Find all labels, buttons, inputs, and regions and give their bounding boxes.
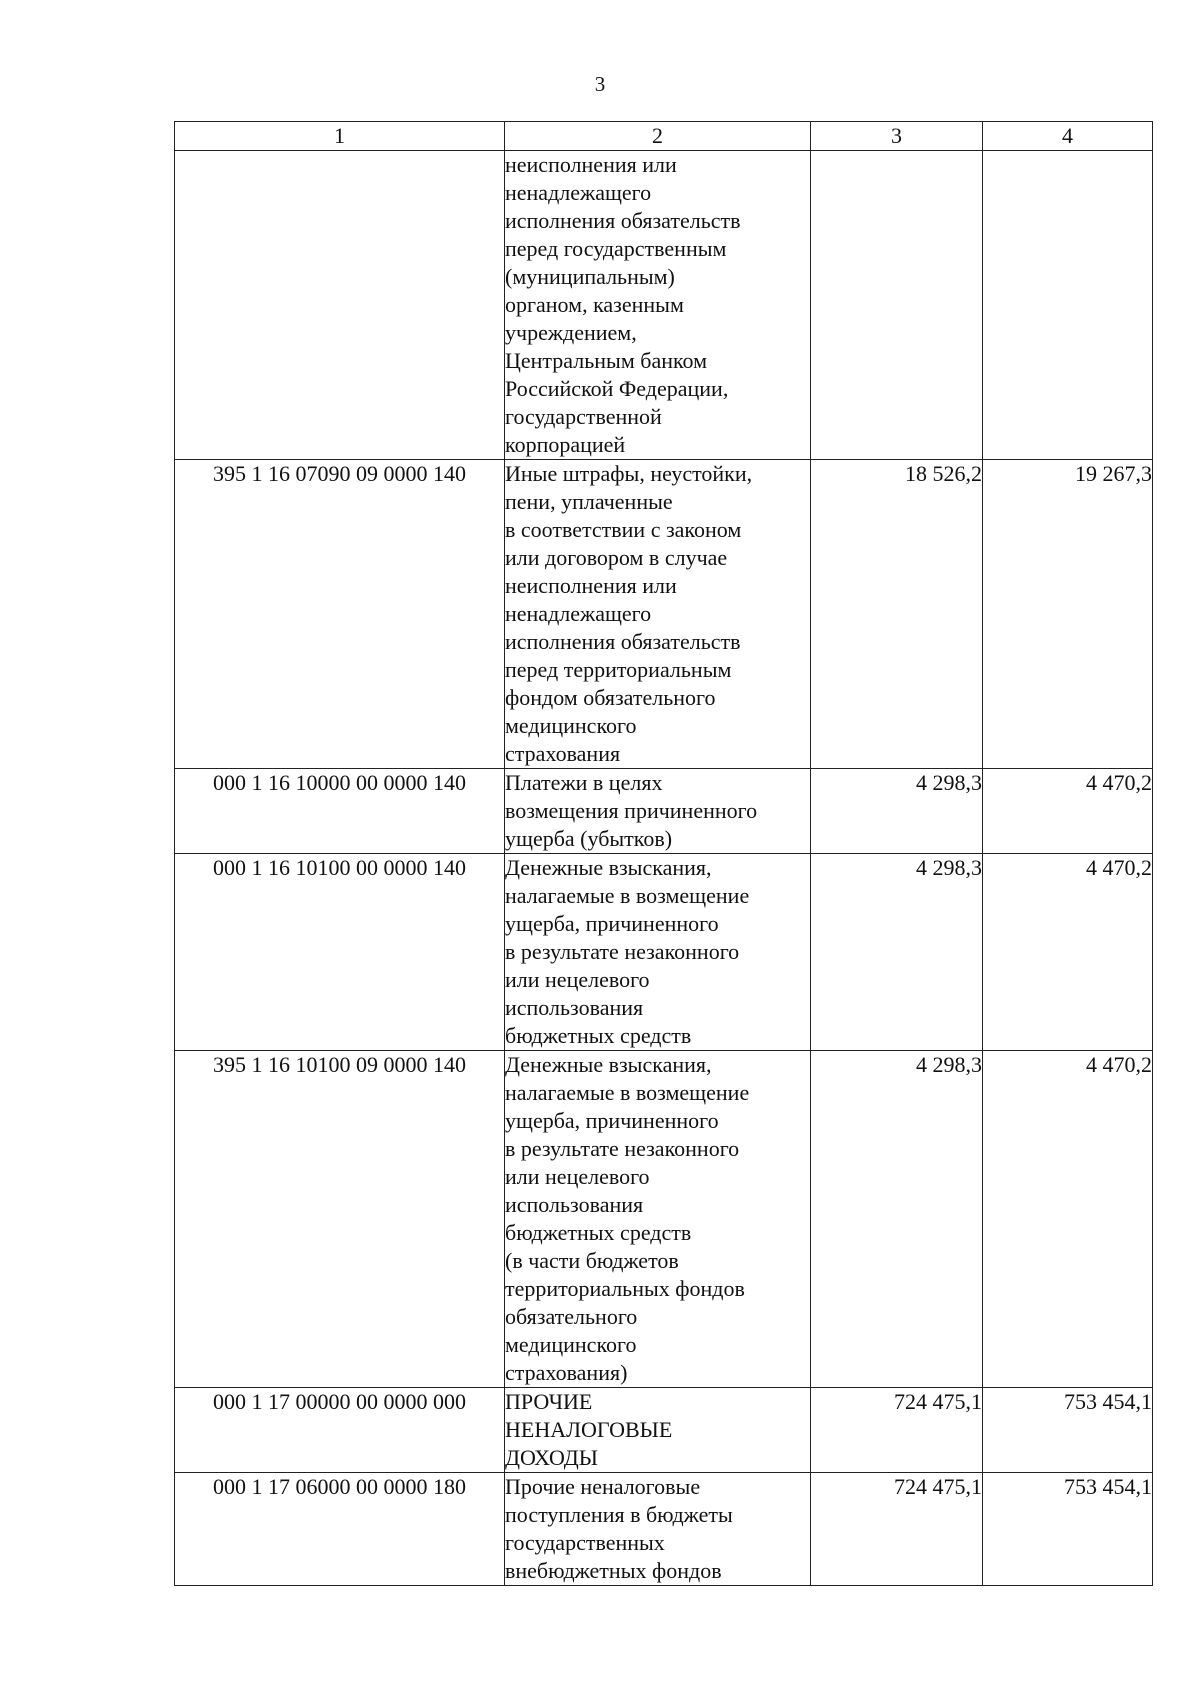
budget-code: 000 1 17 00000 00 0000 000 [175,1388,505,1473]
revenue-name-line: или нецелевого [505,1164,650,1189]
revenue-name-line: ненадлежащего [505,180,652,205]
revenue-name [505,854,811,1051]
revenue-table [174,121,1153,1586]
revenue-name-line: исполнения обязательств [505,208,741,233]
table-row [175,1051,1153,1388]
amount-column-3: 724 475,1 [811,1388,983,1473]
table-body [175,122,1153,1586]
revenue-name-line: обязательного [505,1304,638,1329]
revenue-name-line: корпорацией [505,432,626,457]
amount-column-4: 753 454,1 [983,1473,1153,1586]
revenue-name-line: Иные штрафы, неустойки, [505,461,753,486]
amount-column-4: 753 454,1 [983,1388,1153,1473]
revenue-name-line: (в части бюджетов [505,1248,679,1273]
revenue-name-line: бюджетных средств [505,1220,692,1245]
revenue-name-line: (муниципальным) [505,264,675,289]
revenue-name-line: или договором в случае [505,545,728,570]
revenue-name-line: бюджетных средств [505,1023,692,1048]
budget-code: 000 1 17 06000 00 0000 180 [175,1473,505,1586]
revenue-name-line: внебюджетных фондов [505,1558,722,1583]
amount-column-3: 18 526,2 [811,460,983,769]
amount-column-3: 4 298,3 [811,854,983,1051]
revenue-name-line: поступления в бюджеты [505,1502,733,1527]
budget-code: 395 1 16 10100 09 0000 140 [175,1051,505,1388]
revenue-name-line: в соответствии с законом [505,517,742,542]
revenue-name-line: учреждением, [505,320,637,345]
revenue-name-line: пени, уплаченные [505,489,673,514]
amount-column-3 [811,151,983,460]
revenue-name-line: налагаемые в возмещение [505,1080,750,1105]
revenue-name-line: Российской Федерации, [505,376,729,401]
amount-column-4: 4 470,2 [983,1051,1153,1388]
revenue-name-line: Центральным банком [505,348,708,373]
column-number-4: 4 [983,122,1153,151]
table-row [175,151,1153,460]
revenue-name-line: налагаемые в возмещение [505,883,750,908]
revenue-name-line: в результате незаконного [505,939,740,964]
budget-code [175,151,505,460]
table-row [175,460,1153,769]
revenue-name [505,769,811,854]
revenue-name-line: ущерба, причиненного [505,911,719,936]
revenue-name-line: или нецелевого [505,967,650,992]
revenue-name-line: неисполнения или [505,573,677,598]
revenue-name-line: ДОХОДЫ [505,1445,598,1470]
revenue-name-line: страхования [505,741,621,766]
column-number-2: 2 [505,122,811,151]
amount-column-3: 724 475,1 [811,1473,983,1586]
amount-column-4: 4 470,2 [983,769,1153,854]
revenue-name-line: ненадлежащего [505,601,652,626]
column-number-3: 3 [811,122,983,151]
revenue-name [505,1051,811,1388]
revenue-name-line: перед территориальным [505,657,732,682]
revenue-name-line: ПРОЧИЕ [505,1389,593,1414]
revenue-name [505,460,811,769]
table-row [175,1473,1153,1586]
amount-column-4: 4 470,2 [983,854,1153,1051]
revenue-name-line: государственных [505,1530,665,1555]
revenue-name [505,1473,811,1586]
revenue-name-line: использования [505,1192,644,1217]
table-row [175,769,1153,854]
revenue-name-line: государственной [505,404,662,429]
table-row [175,1388,1153,1473]
amount-column-3: 4 298,3 [811,769,983,854]
revenue-name-line: страхования) [505,1360,628,1385]
revenue-name-line: Прочие неналоговые [505,1474,701,1499]
column-number-row [175,122,1153,151]
revenue-name-line: Денежные взыскания, [505,855,712,880]
amount-column-4 [983,151,1153,460]
revenue-name-line: перед государственным [505,236,727,261]
revenue-name-line: территориальных фондов [505,1276,745,1301]
revenue-name-line: исполнения обязательств [505,629,741,654]
revenue-name-line: ущерба (убытков) [505,826,673,851]
revenue-name-line: Платежи в целях [505,770,663,795]
budget-code: 000 1 16 10000 00 0000 140 [175,769,505,854]
revenue-name-line: медицинского [505,713,637,738]
revenue-name-line: фондом обязательного [505,685,716,710]
amount-column-3: 4 298,3 [811,1051,983,1388]
column-number-1: 1 [175,122,505,151]
revenue-name [505,151,811,460]
amount-column-4: 19 267,3 [983,460,1153,769]
revenue-name-line: в результате незаконного [505,1136,740,1161]
revenue-name-line: медицинского [505,1332,637,1357]
revenue-name-line: неисполнения или [505,152,677,177]
revenue-name [505,1388,811,1473]
revenue-name-line: ущерба, причиненного [505,1108,719,1133]
revenue-name-line: возмещения причиненного [505,798,758,823]
page-number: 3 [594,72,606,96]
revenue-name-line: органом, казенным [505,292,684,317]
revenue-name-line: НЕНАЛОГОВЫЕ [505,1417,673,1442]
revenue-name-line: использования [505,995,644,1020]
table-row [175,854,1153,1051]
budget-code: 000 1 16 10100 00 0000 140 [175,854,505,1051]
revenue-name-line: Денежные взыскания, [505,1052,712,1077]
budget-code: 395 1 16 07090 09 0000 140 [175,460,505,769]
